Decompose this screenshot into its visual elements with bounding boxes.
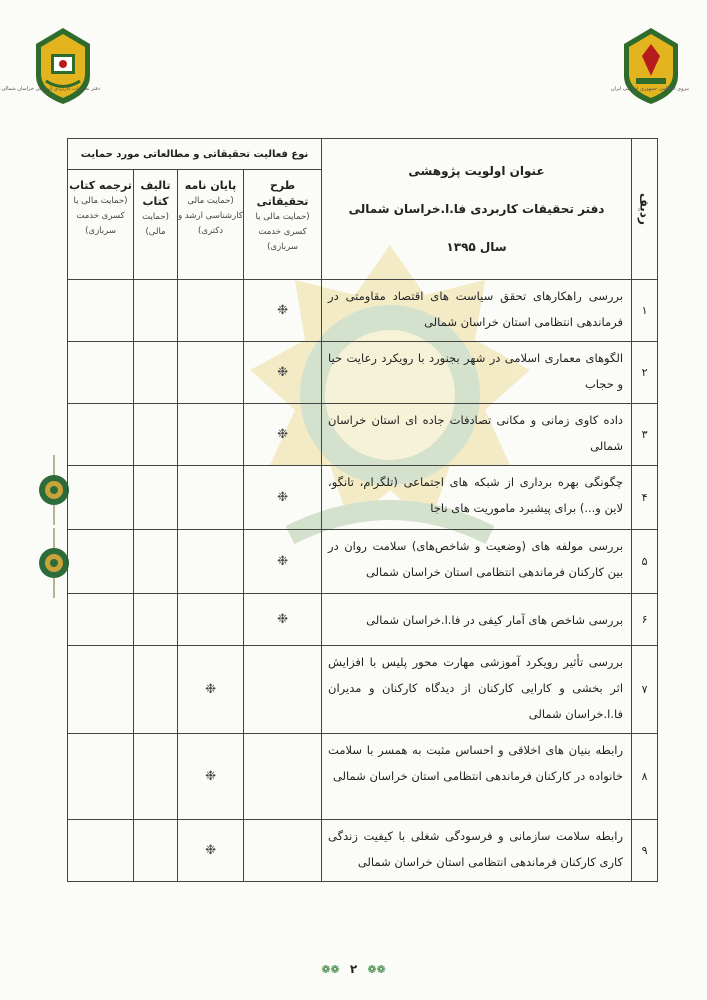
empty-cell (134, 280, 178, 342)
plan-mark-icon: ❉ (244, 404, 322, 466)
row-title: رابطه سلامت سازمانی و فرسودگی شغلی با کیفیت زندگی کاری کارکنان فرماندهی انتظامی استان خراسان شمالی (322, 820, 632, 882)
column-subtitle: (حمایت مالی یا کسری خدمت سربازی) (255, 212, 310, 253)
empty-cell (178, 342, 244, 404)
empty-cell (68, 734, 134, 820)
table-row (68, 594, 658, 646)
row-number: ۷ (632, 646, 658, 734)
row-number: ۱ (632, 280, 658, 342)
table-row (68, 734, 658, 820)
empty-cell (178, 404, 244, 466)
thesis-mark-icon: ❉ (178, 646, 244, 734)
empty-cell (134, 820, 178, 882)
plan-column-header (244, 170, 322, 280)
plan-mark-icon: ❉ (244, 280, 322, 342)
footer-ornament-icon: ❁❁ (367, 963, 386, 976)
empty-cell (68, 404, 134, 466)
empty-cell (134, 734, 178, 820)
row-number: ۳ (632, 404, 658, 466)
plan-mark-icon: ❉ (244, 530, 322, 594)
row-number-header: ردیف (632, 139, 658, 280)
table-row (68, 342, 658, 404)
empty-cell (244, 820, 322, 882)
police-research-emblem-logo (32, 26, 94, 106)
row-number: ۹ (632, 820, 658, 882)
row-number: ۶ (632, 594, 658, 646)
plan-mark-icon: ❉ (244, 466, 322, 530)
empty-cell (178, 594, 244, 646)
left-logo-caption: دفتر تحقیقات کاربردی انتظامی خراسان شمالی (1, 86, 100, 92)
table-row (68, 404, 658, 466)
row-title: بررسی شاخص های آمار کیفی در فا.ا.خراسان شمالی (322, 594, 632, 646)
authoring-column-header (134, 170, 178, 280)
empty-cell (244, 646, 322, 734)
row-title: رابطه بنیان های اخلاقی و احساس مثبت به همسر با سلامت خانواده در کارکنان فرماندهی انتظامی استان خراسان شمالی (322, 734, 632, 820)
column-title: ترجمه کتاب (69, 179, 132, 193)
thesis-column-header (178, 170, 244, 280)
thesis-mark-icon: ❉ (178, 820, 244, 882)
empty-cell (68, 280, 134, 342)
table-row (68, 530, 658, 594)
title-line: دفتر تحقیقات کاربردی فا.ا.خراسان شمالی (348, 202, 605, 216)
empty-cell (134, 466, 178, 530)
table-row (68, 280, 658, 342)
empty-cell (134, 594, 178, 646)
empty-cell (244, 734, 322, 820)
empty-cell (134, 404, 178, 466)
table-row (68, 466, 658, 530)
row-number: ۴ (632, 466, 658, 530)
page-footer (0, 962, 707, 976)
empty-cell (134, 646, 178, 734)
column-title: طرح تحقیقاتی (256, 179, 309, 209)
row-title: چگونگی بهره برداری از شبکه های اجتماعی (تلگرام، تانگو، لاین و...) برای پیشبرد ماموریت های ناجا (322, 466, 632, 530)
column-title: پایان نامه (184, 179, 237, 193)
footer-ornament-icon: ❁❁ (321, 963, 340, 976)
plan-mark-icon: ❉ (244, 594, 322, 646)
empty-cell (178, 530, 244, 594)
empty-cell (68, 466, 134, 530)
title-header (322, 139, 632, 280)
research-priorities-table (67, 138, 658, 882)
row-title: بررسی مولفه های (وضعیت و شاخص‌های) سلامت روان در بین کارکنان فرماندهی انتظامی استان خراسان شمالی (322, 530, 632, 594)
empty-cell (68, 820, 134, 882)
row-title: داده کاوی زمانی و مکانی تصادفات جاده ای استان خراسان شمالی (322, 404, 632, 466)
empty-cell (68, 646, 134, 734)
empty-cell (68, 530, 134, 594)
empty-cell (68, 594, 134, 646)
column-subtitle: (حمایت مالی) (142, 212, 169, 238)
table-row (68, 646, 658, 734)
table-row (68, 820, 658, 882)
column-subtitle: (حمایت مالی یا کسری خدمت سربازی) (73, 196, 128, 237)
row-number: ۲ (632, 342, 658, 404)
column-title: تالیف کتاب (140, 179, 171, 209)
thesis-mark-icon: ❉ (178, 734, 244, 820)
row-title: بررسی تأثیر رویکرد آموزشی مهارت محور پلیس با افزایش اثر بخشی و کارایی کارکنان از دیدگاه کارکنان و مدیران فا.ا.خراسان شمالی (322, 646, 632, 734)
column-subtitle: (حمایت مالی کارشناسی ارشد و دکتری) (178, 196, 243, 237)
page-number: ۲ (349, 962, 358, 976)
empty-cell (178, 466, 244, 530)
empty-cell (68, 342, 134, 404)
right-logo-caption: نیروی انتظامی جمهوری اسلامی ایران (610, 86, 690, 92)
empty-cell (178, 280, 244, 342)
empty-cell (134, 530, 178, 594)
row-title: الگوهای معماری اسلامی در شهر بجنورد با رویکرد رعایت حیا و حجاب (322, 342, 632, 404)
row-title: بررسی راهکارهای تحقق سیاست های اقتصاد مقاومتی در فرماندهی انتظامی استان خراسان شمالی (322, 280, 632, 342)
police-emblem-logo (620, 26, 682, 106)
row-number: ۸ (632, 734, 658, 820)
plan-mark-icon: ❉ (244, 342, 322, 404)
translation-column-header (68, 170, 134, 280)
title-line: عنوان اولویت پژوهشی (408, 164, 545, 178)
activity-type-header: نوع فعالیت تحقیقاتی و مطالعاتی مورد حمایت (68, 139, 322, 170)
title-line: سال ۱۳۹۵ (446, 240, 507, 254)
row-number: ۵ (632, 530, 658, 594)
empty-cell (134, 342, 178, 404)
